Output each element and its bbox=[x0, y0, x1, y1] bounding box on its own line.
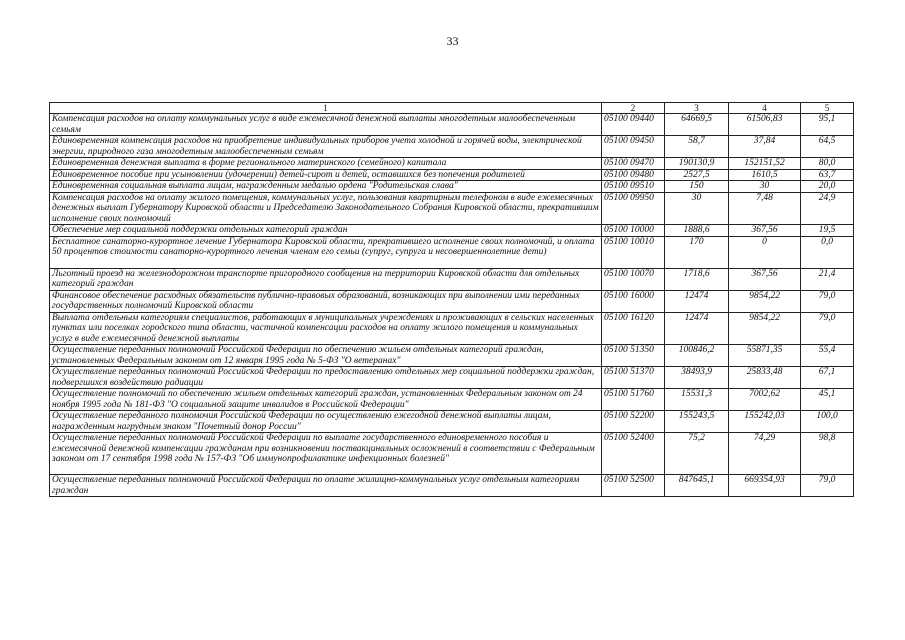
actual-cell: 55871,35 bbox=[729, 345, 801, 367]
code-cell: 05100 09470 bbox=[602, 158, 665, 170]
item-name-cell: Единовременная компенсация расходов на приобретение индивидуальных приборов учета холодной и горячей воды, электрической энергии, природного газа многодетным малообеспеченным семьям bbox=[50, 136, 602, 158]
actual-cell: 61506,83 bbox=[729, 114, 801, 136]
actual-cell: 669354,93 bbox=[729, 475, 801, 497]
plan-cell: 100846,2 bbox=[665, 345, 729, 367]
item-name-cell: Льготный проезд на железнодорожном транспорте пригородного сообщения на территории Кировской области для отдельных категорий граждан bbox=[50, 268, 602, 290]
plan-cell: 170 bbox=[665, 236, 729, 268]
plan-cell: 64669,5 bbox=[665, 114, 729, 136]
code-cell: 05100 51370 bbox=[602, 367, 665, 389]
table-row bbox=[50, 389, 854, 411]
actual-cell: 74,29 bbox=[729, 433, 801, 475]
percent-cell: 79,0 bbox=[801, 290, 854, 312]
actual-cell: 7,48 bbox=[729, 192, 801, 225]
item-name-cell: Единовременная денежная выплата в форме регионального материнского (семейного) капитала bbox=[50, 158, 602, 170]
percent-cell: 95,1 bbox=[801, 114, 854, 136]
table-row bbox=[50, 181, 854, 193]
table-row bbox=[50, 136, 854, 158]
header-cell: 4 bbox=[729, 103, 801, 114]
table-row bbox=[50, 114, 854, 136]
percent-cell: 63,7 bbox=[801, 169, 854, 181]
code-cell: 05100 16120 bbox=[602, 312, 665, 345]
header-row bbox=[50, 103, 854, 114]
percent-cell: 20,0 bbox=[801, 181, 854, 193]
table-row bbox=[50, 169, 854, 181]
item-name-cell: Осуществление переданных полномочий Российской Федерации по предоставлению отдельных мер социальной поддержки граждан, подвергшихся воздействию радиации bbox=[50, 367, 602, 389]
item-name-cell: Компенсация расходов на оплату жилого помещения, коммунальных услуг, пользования квартирным телефоном в виде ежемесячных денежных выплат Губернатору Кировской области и Председателю Законодательного Собрания Кировской области, прекратившим исполнение своих полномочий bbox=[50, 192, 602, 225]
budget-table bbox=[49, 102, 854, 497]
table-row bbox=[50, 158, 854, 170]
header-cell: 1 bbox=[50, 103, 602, 114]
plan-cell: 12474 bbox=[665, 312, 729, 345]
table-row bbox=[50, 367, 854, 389]
actual-cell: 155242,03 bbox=[729, 411, 801, 433]
plan-cell: 2527,5 bbox=[665, 169, 729, 181]
table-row bbox=[50, 345, 854, 367]
actual-cell: 9854,22 bbox=[729, 290, 801, 312]
item-name-cell: Осуществление переданных полномочий Российской Федерации по обеспечению жильем отдельных категорий граждан, установленных Федеральным законом от 12 января 1995 года № 5-ФЗ "О ветеранах" bbox=[50, 345, 602, 367]
code-cell: 05100 16000 bbox=[602, 290, 665, 312]
plan-cell: 155243,5 bbox=[665, 411, 729, 433]
percent-cell: 80,0 bbox=[801, 158, 854, 170]
percent-cell: 45,1 bbox=[801, 389, 854, 411]
plan-cell: 38493,9 bbox=[665, 367, 729, 389]
actual-cell: 1610,5 bbox=[729, 169, 801, 181]
header-cell: 2 bbox=[602, 103, 665, 114]
table-row bbox=[50, 312, 854, 345]
code-cell: 05100 51350 bbox=[602, 345, 665, 367]
code-cell: 05100 09450 bbox=[602, 136, 665, 158]
item-name-cell: Компенсация расходов на оплату коммунальных услуг в виде ежемесячной денежной выплаты многодетным малообеспеченным семьям bbox=[50, 114, 602, 136]
table-row bbox=[50, 475, 854, 497]
actual-cell: 367,56 bbox=[729, 225, 801, 237]
percent-cell: 24,9 bbox=[801, 192, 854, 225]
percent-cell: 19,5 bbox=[801, 225, 854, 237]
plan-cell: 1718,6 bbox=[665, 268, 729, 290]
table-row bbox=[50, 433, 854, 475]
budget-table-body bbox=[50, 103, 854, 497]
code-cell: 05100 10070 bbox=[602, 268, 665, 290]
code-cell: 05100 09440 bbox=[602, 114, 665, 136]
actual-cell: 9854,22 bbox=[729, 312, 801, 345]
table-row bbox=[50, 290, 854, 312]
item-name-cell: Осуществление переданных полномочий Российской Федерации по оплате жилищно-коммунальных услуг отдельным категориям граждан bbox=[50, 475, 602, 497]
percent-cell: 98,8 bbox=[801, 433, 854, 475]
plan-cell: 1888,6 bbox=[665, 225, 729, 237]
actual-cell: 152151,52 bbox=[729, 158, 801, 170]
actual-cell: 25833,48 bbox=[729, 367, 801, 389]
item-name-cell: Бесплатное санаторно-курортное лечение Губернатора Кировской области, прекратившего исполнение своих полномочий, и оплата 50 процентов стоимости санаторно-курортного лечения членам его семьи (супруг, супруга и несовершеннолетние дети) bbox=[50, 236, 602, 268]
percent-cell: 100,0 bbox=[801, 411, 854, 433]
item-name-cell: Осуществление переданных полномочий Российской Федерации по выплате государственного единовременного пособия и ежемесячной денежной компенсации гражданам при возникновении поствакцинальных осложнений в соответствии с Федеральным законом от 17 сентября 1998 года № 157-ФЗ "Об иммунопрофилактике инфекционных болезней" bbox=[50, 433, 602, 475]
item-name-cell: Финансовое обеспечение расходных обязательств публично-правовых образований, возникающих при выполнении ими переданных государственных полномочий Кировской области bbox=[50, 290, 602, 312]
plan-cell: 150 bbox=[665, 181, 729, 193]
plan-cell: 30 bbox=[665, 192, 729, 225]
actual-cell: 367,56 bbox=[729, 268, 801, 290]
actual-cell: 0 bbox=[729, 236, 801, 268]
code-cell: 05100 10000 bbox=[602, 225, 665, 237]
actual-cell: 37,84 bbox=[729, 136, 801, 158]
percent-cell: 64,5 bbox=[801, 136, 854, 158]
item-name-cell: Выплата отдельным категориям специалистов, работающих в муниципальных учреждениях и проживающих в сельских населенных пунктах или поселках городского типа области, частичной компенсации расходов на оплату жилого помещения и коммунальных услуг в виде ежемесячной денежной выплаты bbox=[50, 312, 602, 345]
actual-cell: 30 bbox=[729, 181, 801, 193]
item-name-cell: Единовременное пособие при усыновлении (удочерении) детей-сирот и детей, оставшихся без попечения родителей bbox=[50, 169, 602, 181]
code-cell: 05100 52200 bbox=[602, 411, 665, 433]
percent-cell: 79,0 bbox=[801, 475, 854, 497]
plan-cell: 190130,9 bbox=[665, 158, 729, 170]
code-cell: 05100 10010 bbox=[602, 236, 665, 268]
plan-cell: 75,2 bbox=[665, 433, 729, 475]
plan-cell: 847645,1 bbox=[665, 475, 729, 497]
plan-cell: 58,7 bbox=[665, 136, 729, 158]
percent-cell: 67,1 bbox=[801, 367, 854, 389]
item-name-cell: Осуществление переданного полномочия Российской Федерации по осуществлению ежегодной денежной выплаты лицам, награжденным нагрудным знаком "Почетный донор России" bbox=[50, 411, 602, 433]
header-cell: 5 bbox=[801, 103, 854, 114]
code-cell: 05100 09510 bbox=[602, 181, 665, 193]
percent-cell: 21,4 bbox=[801, 268, 854, 290]
plan-cell: 15531,3 bbox=[665, 389, 729, 411]
table-row bbox=[50, 411, 854, 433]
code-cell: 05100 52400 bbox=[602, 433, 665, 475]
actual-cell: 7002,62 bbox=[729, 389, 801, 411]
code-cell: 05100 09480 bbox=[602, 169, 665, 181]
table-row bbox=[50, 268, 854, 290]
percent-cell: 55,4 bbox=[801, 345, 854, 367]
item-name-cell: Обеспечение мер социальной поддержки отдельных категорий граждан bbox=[50, 225, 602, 237]
code-cell: 05100 51760 bbox=[602, 389, 665, 411]
percent-cell: 79,0 bbox=[801, 312, 854, 345]
item-name-cell: Единовременная социальная выплата лицам, награжденным медалью ордена "Родительская слава" bbox=[50, 181, 602, 193]
table-row bbox=[50, 236, 854, 268]
code-cell: 05100 52500 bbox=[602, 475, 665, 497]
page-number: 33 bbox=[446, 34, 459, 48]
code-cell: 05100 09950 bbox=[602, 192, 665, 225]
table-row bbox=[50, 225, 854, 237]
header-cell: 3 bbox=[665, 103, 729, 114]
plan-cell: 12474 bbox=[665, 290, 729, 312]
percent-cell: 0,0 bbox=[801, 236, 854, 268]
table-row bbox=[50, 192, 854, 225]
item-name-cell: Осуществление полномочий по обеспечению жильем отдельных категорий граждан, установленных Федеральным законом от 24 ноября 1995 года № 181-ФЗ "О социальной защите инвалидов в Российской Федерации" bbox=[50, 389, 602, 411]
